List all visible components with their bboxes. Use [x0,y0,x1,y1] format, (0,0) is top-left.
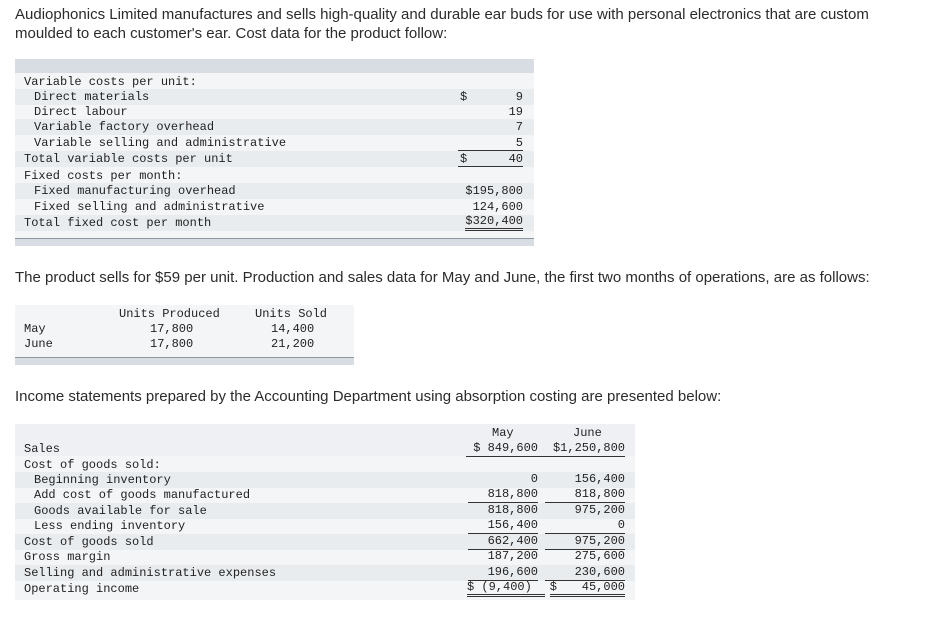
income-statement-table [15,424,635,600]
may-value: 0 [530,472,538,486]
row-label: Selling and administrative expenses [24,566,277,580]
units-produced-value: 17,800 [150,322,194,336]
table-row [15,151,534,167]
month-label: May [24,322,46,336]
table-row [15,518,635,534]
table-row [15,168,534,184]
row-label: Beginning inventory [34,473,171,487]
cogs-header: Cost of goods sold: [24,458,161,472]
table-header-bar [15,59,534,73]
row-label: Total fixed cost per month [24,216,212,230]
row-value: 40 [508,152,523,166]
variable-costs-header: Variable costs per unit: [24,75,197,89]
row-label: Total variable costs per unit [24,152,233,166]
units-sold-value: 14,400 [271,322,315,336]
row-label: Direct labour [34,105,128,119]
table-row [15,441,635,457]
table-row [15,104,534,120]
row-label: Add cost of goods manufactured [34,488,251,502]
row-label: Operating income [24,582,140,596]
table-row [15,581,635,597]
units-sold-value: 21,200 [271,337,315,351]
row-label: Sales [24,442,61,456]
row-label: Less ending inventory [34,519,186,533]
table-row [15,549,635,565]
month-label: June [24,337,53,351]
table-row [15,215,534,231]
table-row [15,534,635,550]
price-paragraph: The product sells for $59 per unit. Production and sales data for May and June, the first two months of operations, are as follows: [15,269,870,286]
row-label: Cost of goods sold [24,535,154,549]
currency-symbol: $ [550,581,557,597]
intro-line-2: moulded to each customer's ear. Cost data for the product follow: [15,25,448,42]
row-value: 124,600 [472,200,523,214]
intro-paragraph [15,5,869,43]
column-header-units-sold: Units Sold [255,307,328,321]
may-value: 156,400 [468,518,538,534]
table-footer-bar [15,238,534,246]
column-header-may: May [492,426,514,440]
production-sales-table [15,305,354,365]
may-value: $ (9,400) [467,581,545,597]
may-value: 818,800 [487,503,538,517]
row-value: 9 [515,90,523,104]
june-value: 975,200 [574,503,625,517]
row-label: Direct materials [34,90,150,104]
fixed-costs-header: Fixed costs per month: [24,169,183,183]
table-row [15,119,534,135]
june-value: 156,400 [574,472,625,486]
table-footer-bar [15,357,354,365]
units-produced-value: 17,800 [150,337,194,351]
may-value: 818,800 [468,487,538,503]
currency-symbol: $ [460,152,468,166]
table-row [15,199,534,215]
row-label: Gross margin [24,550,111,564]
intro-line-1: Audiophonics Limited manufactures and sells high-quality and durable ear buds for use with personal electronics that are custom [15,6,869,23]
row-value: 7 [515,120,523,134]
income-statement-intro: Income statements prepared by the Accounting Department using absorption costing are presented below: [15,388,722,405]
cost-data-table [15,59,534,246]
june-value: 45,000 [557,581,625,597]
row-label: Goods available for sale [34,504,207,518]
june-value: $1,250,800 [537,441,625,457]
row-label: Variable selling and administrative [34,136,287,150]
may-value: $ 849,600 [466,441,538,457]
june-value: 818,800 [545,487,625,503]
currency-symbol: $ [460,90,468,104]
row-label: Fixed selling and administrative [34,200,265,214]
june-value: 275,600 [574,549,625,563]
table-row [15,487,635,503]
column-header-june: June [573,426,602,440]
table-row [15,74,534,90]
table-row [15,565,635,581]
may-value: 196,600 [468,565,538,581]
table-row [15,135,534,151]
june-value: 230,600 [545,565,625,581]
may-value: 662,400 [468,534,538,550]
may-value: 187,200 [487,549,538,563]
june-value: 975,200 [545,534,625,550]
column-header-units-produced: Units Produced [119,307,220,321]
table-row [15,89,534,105]
row-label: Variable factory overhead [34,120,215,134]
june-value: 0 [545,518,625,534]
row-value: 5 [515,136,523,150]
table-row [15,472,635,488]
table-row [15,457,635,473]
table-row [15,183,534,199]
row-value: 19 [508,105,523,119]
row-label: Fixed manufacturing overhead [34,184,236,198]
row-value: $195,800 [465,184,523,198]
row-value: $320,400 [465,215,523,231]
table-row [15,503,635,519]
